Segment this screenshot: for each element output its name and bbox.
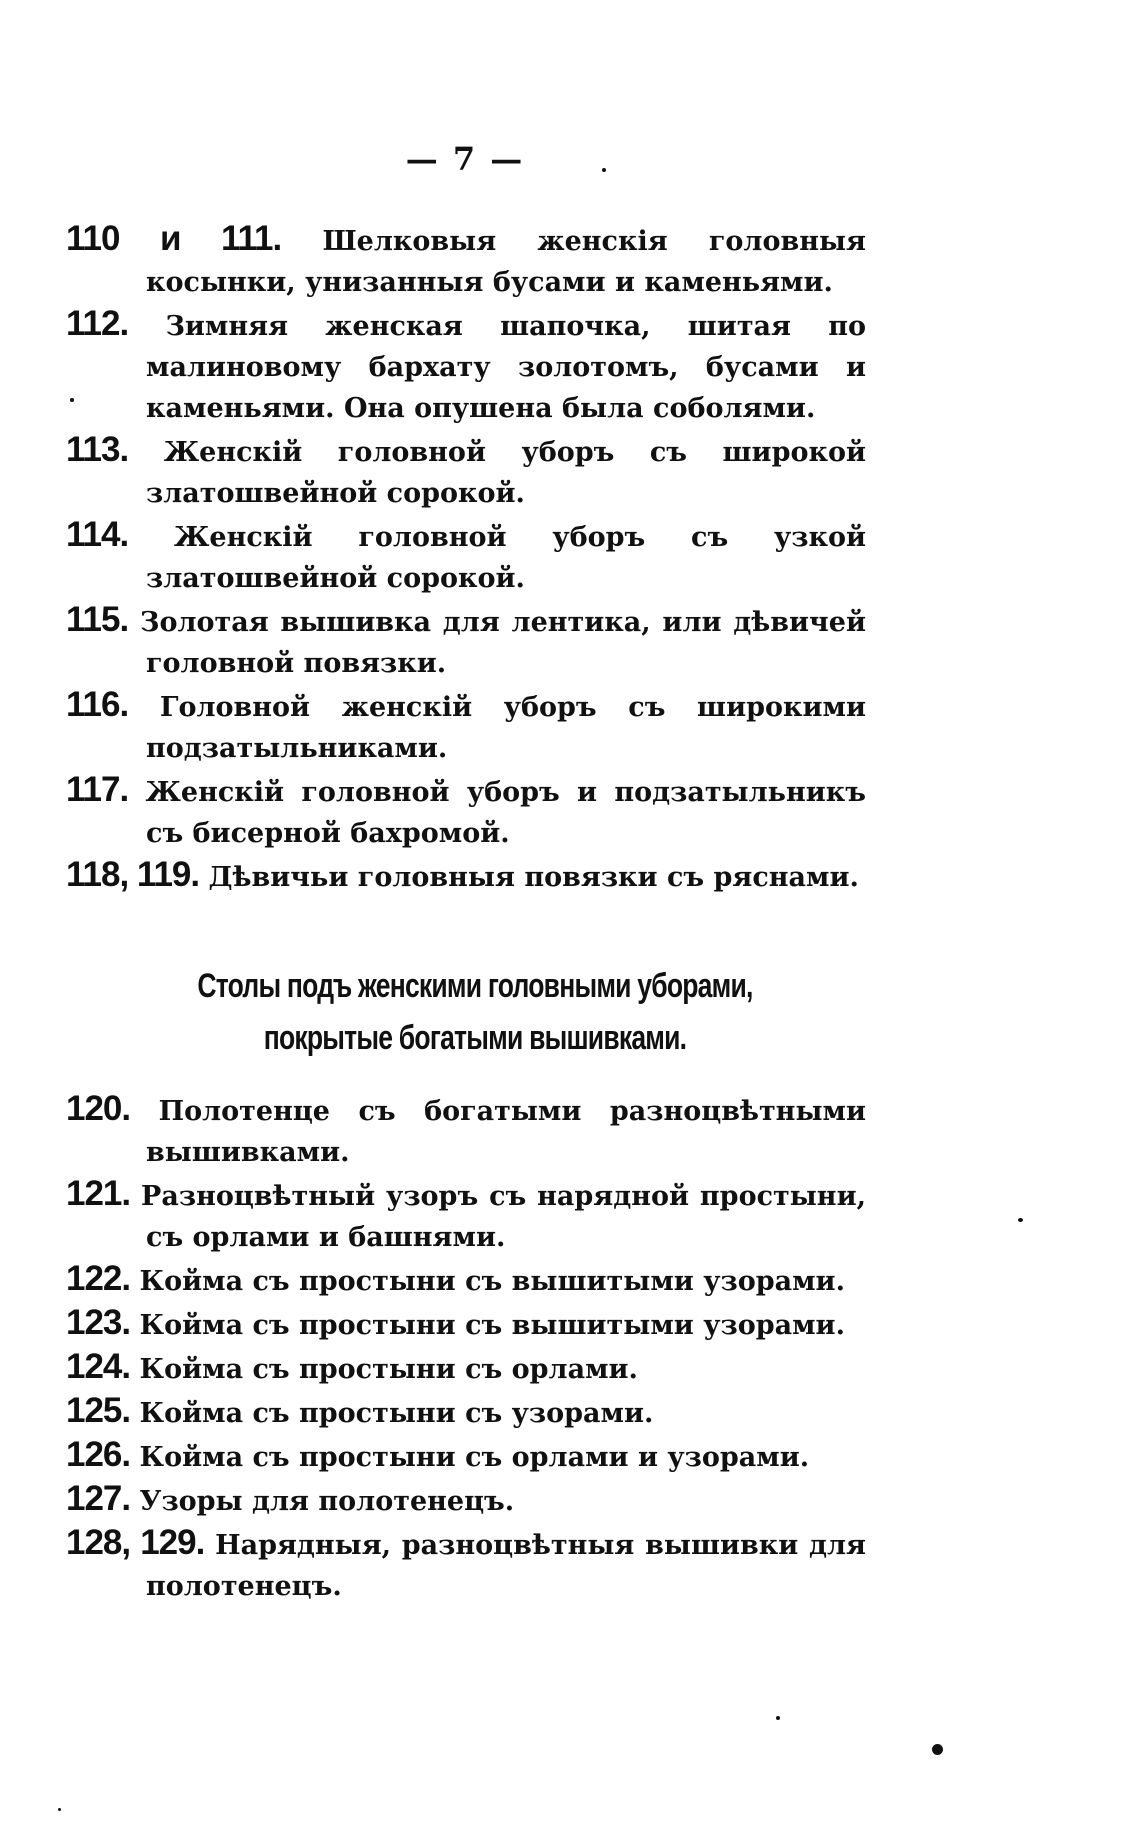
entry-number: 126. [66, 1435, 131, 1474]
catalog-entry [66, 1522, 866, 1607]
entry-text: Койма съ простыни съ орлами. [139, 1354, 638, 1385]
catalog-entry [66, 1390, 866, 1434]
entry-text: Дѣвичьи головныя повязки съ ряснами. [208, 862, 859, 893]
entry-text: Койма съ простыни съ орлами и узорами. [139, 1442, 810, 1473]
entry-text: Женскій головной уборъ и подзатыльникъ съ бисерной бахромой. [145, 777, 866, 849]
catalog-entry [66, 1258, 866, 1302]
catalog-entry [66, 218, 866, 303]
ink-speck [58, 1808, 61, 1811]
entry-text: Узоры для полотенецъ. [139, 1486, 515, 1517]
entry-number: 120. [66, 1089, 131, 1128]
entry-text: Женскій головной уборъ съ широкой златошвейной сорокой. [146, 437, 866, 509]
ink-speck [776, 1716, 780, 1720]
entry-number: 113. [66, 430, 129, 469]
entry-number: 117. [66, 770, 129, 809]
entry-number: 112. [66, 304, 129, 343]
entry-number: 110 и 111. [66, 219, 282, 258]
entry-text: Головной женскій уборъ съ широкими подзатыльниками. [146, 692, 866, 764]
catalog-entry [66, 1088, 866, 1173]
entry-text: Койма съ простыни съ вышитыми узорами. [139, 1310, 845, 1341]
catalog-entry [66, 1302, 866, 1346]
entry-number: 125. [66, 1391, 131, 1430]
entry-number: 116. [66, 685, 129, 724]
entry-text: Золотая вышивка для лентика, или дѣвичей головной повязки. [139, 607, 867, 679]
catalog-entry [66, 1478, 866, 1522]
entry-number: 122. [66, 1259, 131, 1298]
catalog-entry [66, 684, 866, 769]
ink-speck [70, 398, 74, 402]
entry-text: Койма съ простыни съ узорами. [139, 1398, 654, 1429]
section-heading: Столы подъ женскими головными уборами, покрытые богатыми вышивками. [197, 967, 753, 1057]
ink-speck [1018, 1218, 1023, 1222]
catalog-entry [66, 303, 866, 429]
entry-number: 114. [66, 515, 129, 554]
entry-number: 118, 119. [66, 855, 200, 894]
page-number: — 7 — [405, 140, 525, 178]
entry-number: 115. [66, 600, 129, 639]
ink-speck [602, 168, 606, 172]
entry-number: 128, 129. [66, 1523, 205, 1562]
entries-bottom [66, 1088, 866, 1607]
entry-number: 127. [66, 1479, 131, 1518]
entry-text: Шелковыя женскія головныя косынки, унизанныя бусами и каменьями. [146, 226, 867, 298]
entry-text: Разноцвѣтный узоръ съ нарядной простыни, съ орлами и башнями. [141, 1181, 866, 1253]
catalog-entry [66, 854, 866, 898]
entry-number: 123. [66, 1303, 131, 1342]
catalog-entry [66, 599, 866, 684]
catalog-entry [66, 1434, 866, 1478]
catalog-entry [66, 429, 866, 514]
entry-text: Полотенце съ богатыми разноцвѣтными вышивками. [146, 1096, 866, 1168]
catalog-entry [66, 1173, 866, 1258]
catalog-entry [66, 1346, 866, 1390]
catalog-entry [66, 769, 866, 854]
entry-text: Женскій головной уборъ съ узкой златошвейной сорокой. [146, 522, 866, 594]
entry-text: Зимняя женская шапочка, шитая по малиновому бархату золотомъ, бусами и каменьями. Она опушена была соболями. [146, 311, 866, 424]
entry-number: 121. [66, 1174, 131, 1213]
entry-text: Койма съ простыни съ вышитыми узорами. [139, 1266, 845, 1297]
entry-number: 124. [66, 1347, 131, 1386]
entry-text: Нарядныя, разноцвѣтныя вышивки для полотенецъ. [146, 1530, 866, 1602]
catalog-entry [66, 514, 866, 599]
ink-speck [932, 1744, 943, 1755]
entries-top [66, 218, 866, 898]
